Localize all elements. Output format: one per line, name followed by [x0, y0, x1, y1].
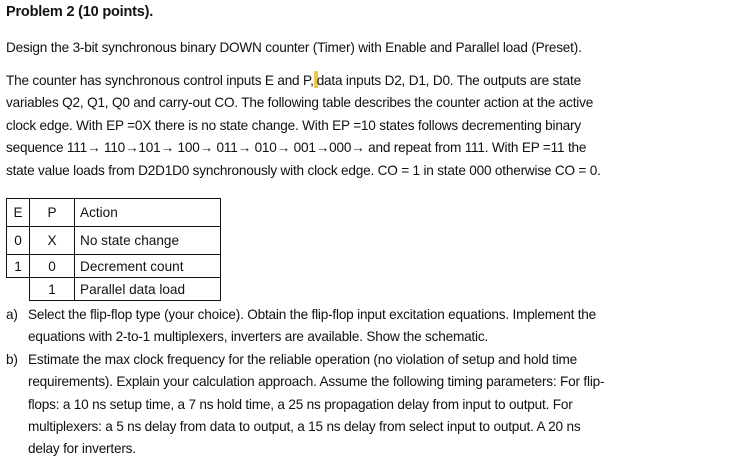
cell-e [7, 278, 30, 301]
cell-p: 0 [30, 255, 75, 278]
header-e: E [7, 199, 30, 227]
table-row [7, 227, 221, 255]
description-line: The counter has synchronous control inputs E and P, data inputs D2, D1, D0. The outputs are state [6, 73, 581, 88]
problem-subtitle: Design the 3-bit synchronous binary DOWN counter (Timer) with Enable and Parallel load (Preset). [6, 40, 582, 55]
cell-action: Decrement count [75, 255, 221, 278]
question-parts [6, 304, 733, 461]
part-a [6, 304, 733, 349]
part-marker: b) [6, 351, 18, 367]
cell-p: 1 [30, 278, 75, 301]
problem-title: Problem 2 (10 points). [6, 4, 154, 20]
part-marker: a) [6, 307, 18, 322]
cell-e: 1 [7, 255, 30, 278]
table-header-row [7, 199, 221, 227]
part-line: Estimate the max clock frequency for the reliable operation (no violation of setup and hold time [28, 351, 578, 367]
part-line: Select the flip-flop type (your choice). Obtain the flip-flop input excitation equations. Implement the [28, 307, 597, 322]
table-row [7, 278, 221, 301]
cell-action: Parallel data load [75, 278, 221, 301]
part-line: equations with 2-to-1 multiplexers, inverters are available. Show the schematic. [28, 329, 489, 345]
cell-e: 0 [7, 227, 30, 255]
table-row [7, 255, 221, 278]
description-line: clock edge. With EP =0X there is no state change. With EP =10 states follows decrementing binary [6, 117, 581, 133]
part-line: delay for inverters. [28, 441, 136, 457]
cell-action: No state change [75, 227, 221, 255]
cell-p: X [30, 227, 75, 255]
part-line: requirements). Explain your calculation approach. Assume the following timing parameters: For flip- [28, 374, 605, 390]
header-p: P [30, 199, 75, 227]
description-line: state value loads from D2D1D0 synchronously with clock edge. CO = 1 in state 000 otherwise CO = 0. [6, 162, 601, 178]
problem-description [6, 70, 731, 182]
part-line: flops: a 10 ns setup time, a 7 ns hold time, a 25 ns propagation delay from input to output. For [28, 396, 573, 412]
part-b [6, 349, 733, 461]
part-line: multiplexers: a 5 ns delay from data to output, a 15 ns delay from select input to output. A 20 ns [28, 419, 581, 435]
description-line: variables Q2, Q1, Q0 and carry-out CO. The following table describes the counter action at the active [6, 95, 594, 111]
action-table [6, 198, 221, 301]
header-action: Action [75, 199, 221, 227]
description-line: sequence 111→ 110→101→ 100→ 011→ 010→ 001→000→ and repeat from 111. With EP =11 the [6, 140, 587, 156]
